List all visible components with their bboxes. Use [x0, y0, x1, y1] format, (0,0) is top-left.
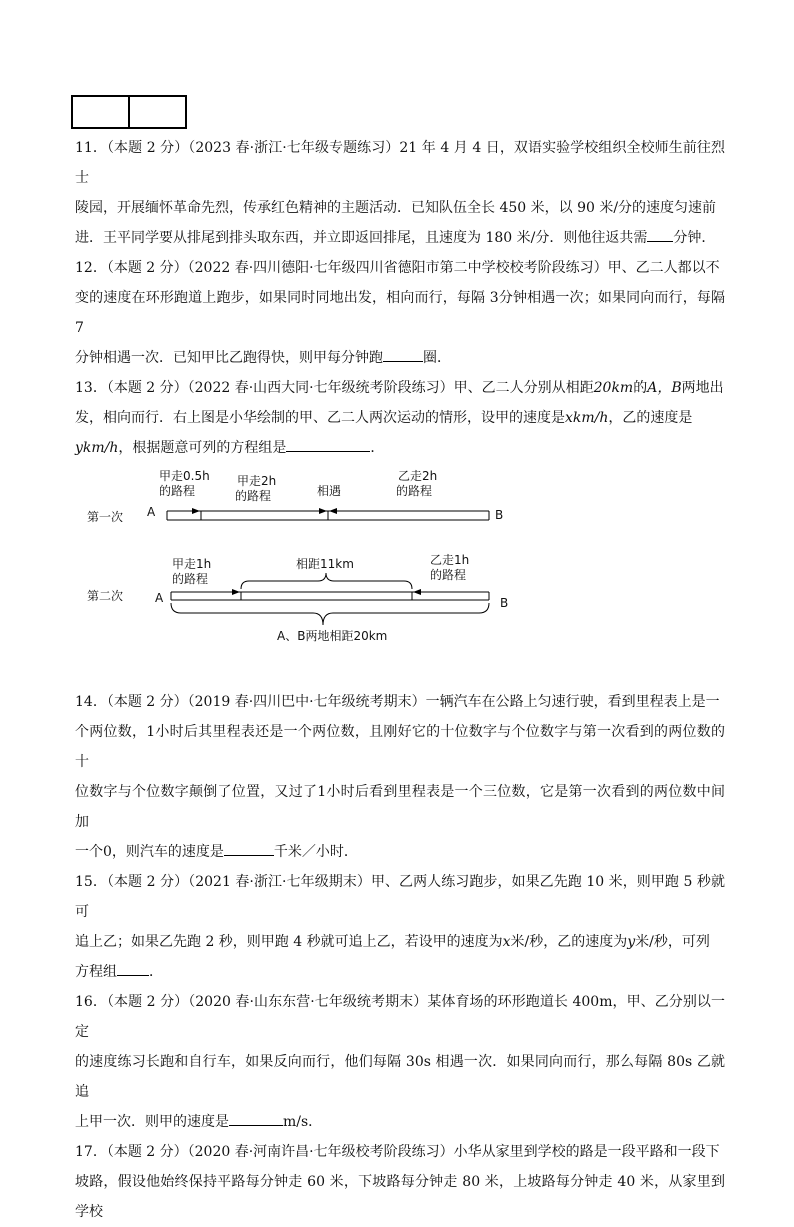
label-jia-05h: 甲走0.5h: [159, 469, 210, 483]
label-jia-1h: 甲走1h: [172, 557, 212, 571]
question-text: 小华从家里到学校的路是一段平路和一段下: [453, 1144, 720, 1160]
question-text: m/s．: [283, 1114, 323, 1130]
question-number: 12．: [75, 260, 107, 276]
label-yi-2h: 乙走2h: [398, 469, 438, 483]
question-meta: （本题 2 分）（2022 春·四川德阳·七年级四川省德阳市第二中学校校考阶段练习）: [106, 260, 608, 276]
question-text: 甲、乙两人练习跑步，如果乙先跑 10 米，则甲跑 5 秒就可: [75, 874, 725, 920]
question-text: 21 年 4 月 4 日，双语实验学校组织全校师生前往烈士: [75, 140, 725, 186]
question-text: 的速度练习长跑和自行车，如果反向而行，他们每隔 30s 相遇一次．如果同向而行，那么每隔 80s 乙就追: [75, 1054, 725, 1100]
label-meet: 相遇: [317, 484, 342, 498]
math-term: 20km: [593, 380, 634, 396]
answer-blank[interactable]: [117, 959, 149, 976]
motion-diagram: [75, 465, 725, 683]
question-text: ，根据题意可列的方程组是: [118, 440, 287, 456]
brace-11km: [241, 573, 412, 589]
question-text: 位数字与个位数字颠倒了位置，又过了1小时后看到里程表是一个三位数，它是第一次看到的两位数中间加: [75, 784, 725, 830]
label-jia-2h: 甲走2h: [237, 474, 277, 488]
question-16: [75, 987, 725, 1137]
question-text: 进．王平同学要从排尾到排头取东西，并立即返回排尾，且速度为 180 米/分．则他往返共需: [75, 230, 648, 246]
question-13: [75, 373, 725, 463]
point-b-second: B: [500, 596, 509, 610]
score-box-cell: [128, 97, 185, 127]
question-text: ．: [149, 964, 163, 980]
question-11: [75, 133, 725, 253]
question-number: 11．: [75, 140, 107, 156]
score-box: [71, 95, 187, 129]
math-term: x: [502, 934, 511, 950]
math-term: A，B: [647, 380, 682, 396]
question-list: [75, 133, 725, 1227]
question-text: 追上乙；如果乙先跑 2 秒，则甲跑 4 秒就可追上乙，若设甲的速度为: [75, 934, 503, 950]
question-text: 个两位数，1小时后其里程表还是一个两位数，且刚好它的十位数字与个位数字与第一次看到的两位数的十: [75, 724, 725, 770]
question-15: [75, 867, 725, 987]
question-text: 米/秒，可列: [635, 934, 710, 950]
question-14: [75, 687, 725, 867]
question-meta: （本题 2 分）（2020 春·山东东营·七年级统考期末）: [106, 994, 428, 1010]
row-label-first: 第一次: [87, 510, 124, 524]
question-meta: （本题 2 分）（2019 春·四川巴中·七年级统考期末）: [106, 694, 426, 710]
question-number: 14．: [75, 694, 107, 710]
question-number: 17．: [75, 1144, 107, 1160]
label-jia-05h-distance: 的路程: [159, 484, 196, 498]
question-text: 某体育场的环形跑道长 400m，甲、乙分别以一定: [75, 994, 725, 1040]
question-text: 一辆汽车在公路上匀速行驶，看到里程表上是一: [425, 694, 720, 710]
question-text: 方程组: [75, 964, 117, 980]
question-text: 分钟相遇一次．已知甲比乙跑得快，则甲每分钟跑: [75, 350, 383, 366]
question-text: 圈．: [423, 350, 451, 366]
label-jia-1h-distance: 的路程: [172, 572, 209, 586]
question-text: 变的速度在环形跑道上跑步，如果同时同地出发，相向而行，每隔 3分钟相遇一次；如果同向而行，每隔 7: [75, 290, 725, 336]
point-a-second: A: [155, 591, 164, 605]
question-text: 上甲一次．则甲的速度是: [75, 1114, 229, 1130]
label-yi-1h-distance: 的路程: [430, 568, 467, 582]
question-number: 13．: [75, 380, 107, 396]
score-box-cell: [73, 97, 128, 127]
answer-blank[interactable]: [229, 1109, 283, 1126]
question-text: 千米／小时．: [273, 844, 358, 860]
math-term: ykm/h: [75, 440, 119, 456]
answer-blank[interactable]: [224, 839, 274, 856]
point-a-first: A: [147, 505, 156, 519]
question-text: 分钟．: [673, 230, 716, 246]
math-term: xkm/h: [565, 410, 609, 426]
question-text: 坡路，假设他始终保持平路每分钟走 60 米，下坡路每分钟走 80 米，上坡路每分钟走 40 米，从家里到学校: [75, 1174, 725, 1220]
question-text: 两地出: [681, 380, 724, 396]
question-text: ．: [370, 440, 385, 456]
row-label-second: 第二次: [87, 589, 124, 603]
point-b-first: B: [495, 508, 504, 522]
answer-blank[interactable]: [286, 435, 370, 452]
question-text: 的: [633, 380, 648, 396]
question-text: 米/秒，乙的速度为: [510, 934, 628, 950]
question-text: 发，相向而行．右上图是小华绘制的甲、乙二人两次运动的情形，设甲的速度是: [75, 410, 565, 426]
question-meta: （本题 2 分）（2021 春·浙江·七年级期末）: [106, 874, 371, 890]
question-text: ，乙的速度是: [608, 410, 693, 426]
question-number: 15．: [75, 874, 107, 890]
question-text: 甲、乙二人分别从相距: [453, 380, 594, 396]
label-yi-1h: 乙走1h: [430, 553, 470, 567]
math-term: y: [627, 934, 636, 950]
label-yi-2h-distance: 的路程: [396, 484, 433, 498]
label-total-distance: A、B两地相距20km: [277, 629, 388, 643]
question-text: 一个0，则汽车的速度是: [75, 844, 224, 860]
question-meta: （本题 2 分）（2020 春·河南许昌·七年级校考阶段练习）: [106, 1144, 454, 1160]
question-meta: （本题 2 分）（2023 春·浙江·七年级专题练习）: [106, 140, 400, 156]
question-meta: （本题 2 分）（2022 春·山西大同·七年级统考阶段练习）: [106, 380, 454, 396]
answer-blank[interactable]: [647, 225, 673, 242]
question-number: 16．: [75, 994, 107, 1010]
question-12: [75, 253, 725, 373]
label-gap-11km: 相距11km: [296, 557, 354, 571]
label-jia-2h-distance: 的路程: [235, 489, 272, 503]
question-text: 陵园，开展缅怀革命先烈，传承红色精神的主题活动．已知队伍全长 450 米，以 90 米/分的速度匀速前: [75, 200, 717, 216]
question-17: [75, 1137, 725, 1227]
answer-blank[interactable]: [383, 345, 423, 362]
question-text: 甲、乙二人都以不: [607, 260, 720, 276]
brace-20km: [171, 603, 489, 625]
